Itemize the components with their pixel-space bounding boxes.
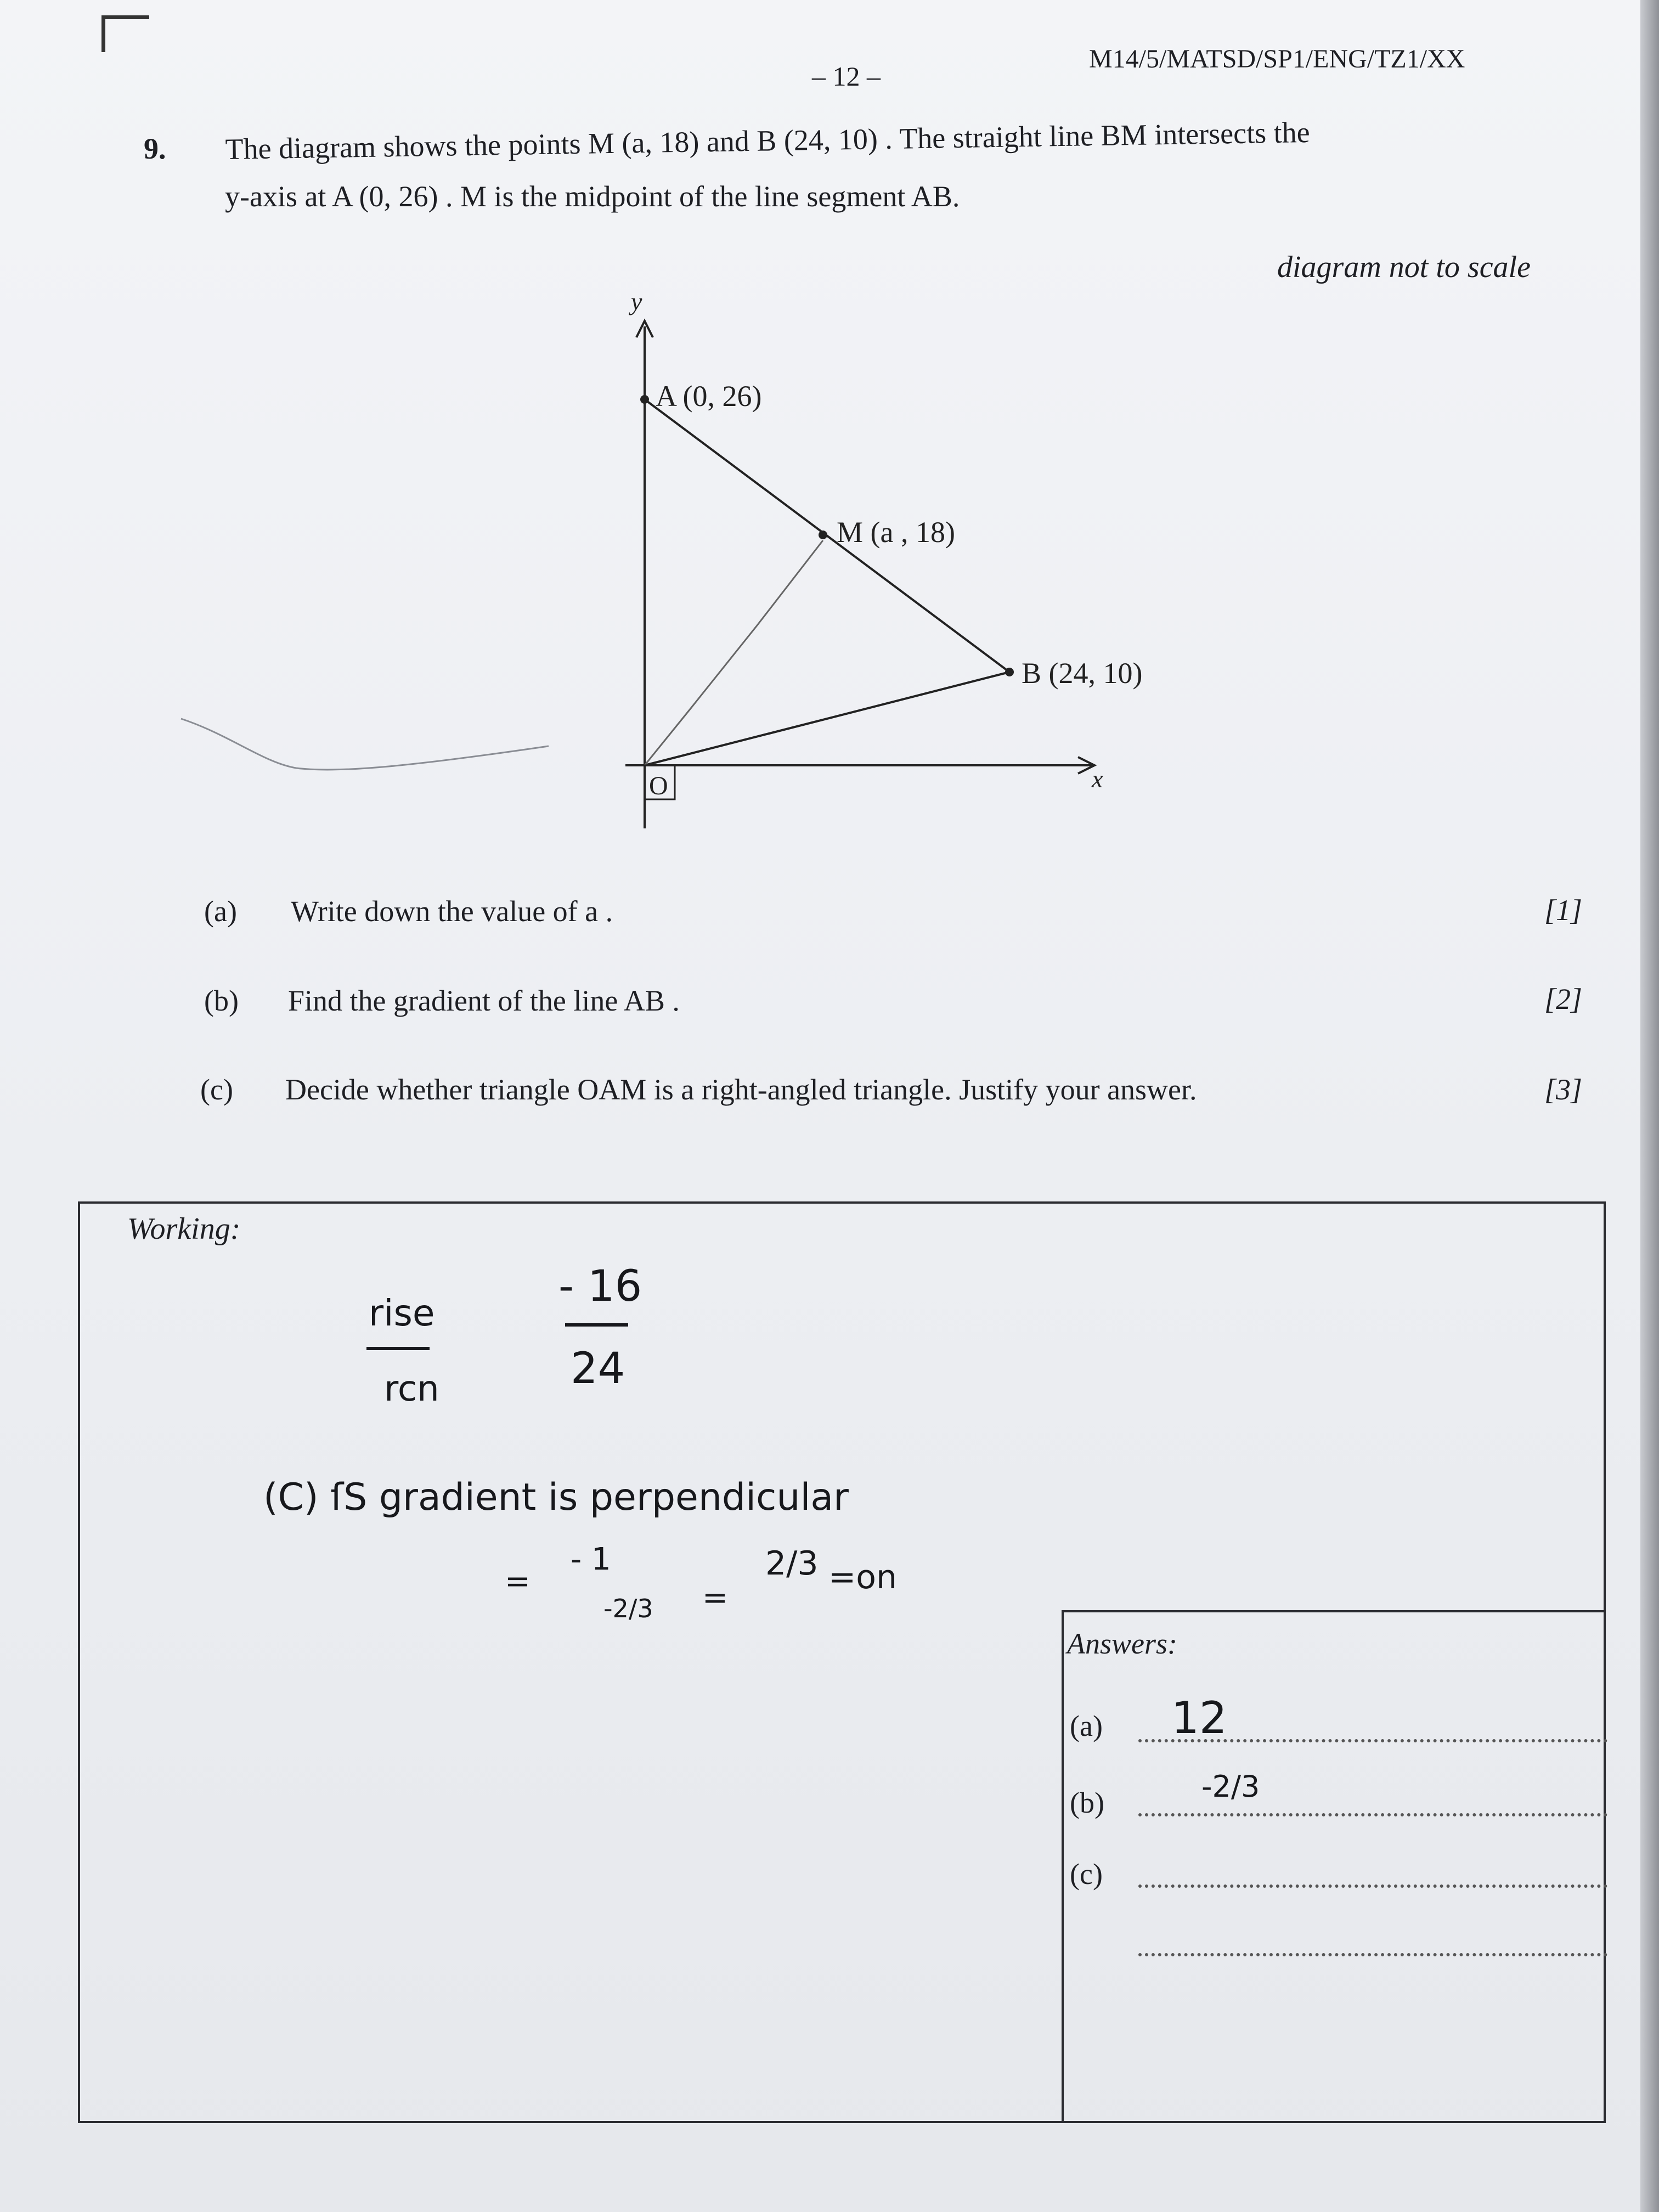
page-number: – 12 – [812,61,881,92]
answer-b-line [1138,1813,1607,1816]
hand-equals-2: = [702,1580,728,1616]
working-heading: Working: [127,1212,241,1246]
part-b-label: (b) [204,984,239,1017]
part-a-label: (a) [204,895,237,928]
answer-a-label: (a) [1070,1709,1103,1742]
part-a-marks: [1] [1544,894,1583,927]
part-c-label: (c) [200,1073,233,1106]
answer-c-line-1 [1138,1884,1607,1888]
part-a-text: Write down the value of a . [291,895,613,928]
hand-denominator: 24 [571,1344,625,1393]
hand-run: rcn [384,1369,439,1409]
answers-box [1062,1610,1606,2123]
pencil-scribble [181,719,549,770]
answers-heading: Answers: [1067,1627,1177,1660]
answer-b-label: (b) [1070,1786,1104,1819]
point-b-label: B (24, 10) [1022,657,1143,690]
question-line-1: The diagram shows the points M (a, 18) and B (24, 10) . The straight line BM intersects the [225,115,1311,166]
answer-a-value: 12 [1171,1692,1227,1743]
paper-code: M14/5/MATSD/SP1/ENG/TZ1/XX [1089,44,1465,74]
part-b-text: Find the gradient of the line AB . [288,984,680,1017]
hand-equals-on: =on [828,1558,898,1596]
page-edge-shadow [1640,0,1659,2212]
x-axis-label: x [1092,765,1103,793]
point-a-dot [640,395,649,404]
answer-c-label: (c) [1070,1858,1103,1891]
hand-rise: rise [369,1292,435,1334]
point-b-dot [1005,668,1014,676]
hand-fraction-bar-1 [366,1347,430,1350]
point-m-label: M (a , 18) [837,516,955,549]
answer-c-line-2 [1138,1953,1607,1956]
coordinate-diagram [0,0,1640,878]
origin-label: O [649,771,668,800]
hand-fraction-bar-2 [565,1323,628,1327]
hand-two-thirds: 2/3 [765,1544,819,1583]
point-m-dot [819,531,827,539]
point-a-label: A (0, 26) [656,380,762,413]
pencil-line-om [645,540,823,765]
y-axis-label: y [631,287,642,315]
part-b-marks: [2] [1544,983,1583,1015]
answer-b-value: -2/3 [1201,1769,1260,1804]
hand-part-c-line: (C) ſS gradient is perpendicular [263,1476,849,1519]
hand-equals-1: = [505,1564,531,1599]
question-line-2: y-axis at A (0, 26) . M is the midpoint of the line segment AB. [225,180,960,213]
part-c-marks: [3] [1544,1073,1583,1106]
hand-neg-two-thirds: -2/3 [603,1594,653,1623]
question-number: 9. [144,132,166,165]
hand-numerator: - 16 [558,1262,642,1311]
diagram-scale-note: diagram not to scale [1277,250,1531,284]
line-ob [645,672,1009,765]
hand-neg-one: - 1 [571,1542,611,1577]
part-c-text: Decide whether triangle OAM is a right-angled triangle. Justify your answer. [285,1073,1197,1106]
